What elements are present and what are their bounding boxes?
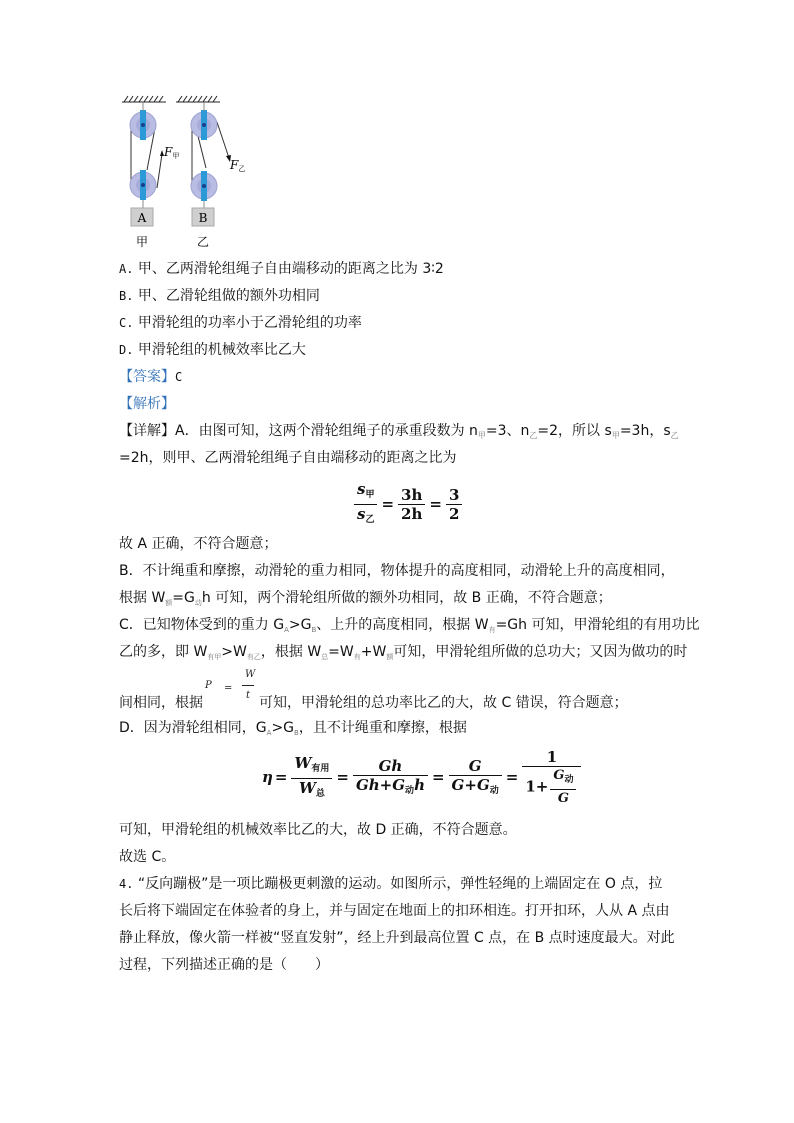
force-left-label: F甲 <box>164 145 180 160</box>
text: >G <box>271 720 295 736</box>
subscript: 甲 <box>611 431 620 440</box>
option-c <box>119 313 362 333</box>
block-a-label: A <box>137 211 147 225</box>
question4-line4 <box>119 955 329 975</box>
text: h 可知，两个滑轮组所做的额外功相同，故 B 正确，不符合题意； <box>201 590 612 606</box>
detail-c-line3 <box>119 693 628 713</box>
force-right-label: F乙 <box>230 158 246 173</box>
equals-sign: = <box>224 683 233 694</box>
subscript: 有 <box>488 626 496 634</box>
subscript: 动 <box>194 599 202 607</box>
text: 可知，甲滑轮组的总功率比乙的大，故 C 错误，符合题意； <box>259 695 628 711</box>
question-number: 4. <box>119 877 134 891</box>
fraction: $\frac{G}{G+G_动}$ <box>449 757 502 800</box>
text: B．不计绳重和摩擦，动滑轮的重力相同，物体提升的高度相同，动滑轮上升的高度相同， <box>119 563 675 579</box>
text: 故 A 正确，不符合题意； <box>119 536 278 552</box>
text: 乙的多，即 W <box>119 644 208 660</box>
equation-efficiency: η = $\frac{W_{有用}}{W_总}$ = $\frac{Gh}{Gh+G_动h}$ = $\frac{G}{G+G_动}$ = 1 1+ $\frac{G_动}{G}$ <box>262 748 583 808</box>
text: =3、n <box>485 423 530 439</box>
detail-a-conclusion <box>119 534 277 554</box>
answer-line <box>119 367 182 387</box>
fraction: $\frac{W_{有用}}{W_总}$ <box>291 754 332 803</box>
pulley-diagram <box>118 92 258 252</box>
text: =Gh 可知，甲滑轮组的有用功比 <box>495 617 700 633</box>
question4-line2 <box>119 901 669 921</box>
detail-label: 【详解】 <box>119 423 175 439</box>
subscript: 有乙 <box>246 653 261 661</box>
text: C．已知物体受到的重力 G <box>119 617 285 633</box>
text: D．因为滑轮组相同，G <box>119 720 267 736</box>
fraction: $\frac{Gh}{Gh+G_动h}$ <box>353 757 428 800</box>
answer-label: 【答案】 <box>119 369 175 385</box>
text: “反向蹦极”是一项比蹦极更刺激的运动。如图所示，弹性轻绳的上端固定在 O 点，拉 <box>137 876 663 892</box>
text: 长后将下端固定在体验者的身上，并与固定在地面上的扣环相连。打开扣环，人从 A 点由 <box>119 903 670 919</box>
text: 可知，甲滑轮组所做的总功大；又因为做功的时 <box>393 644 688 660</box>
option-b <box>119 286 320 306</box>
pulley-right-bottom <box>191 171 217 208</box>
ceiling-left <box>122 96 166 102</box>
detail-d-line1 <box>119 718 467 738</box>
text: =2h，则甲、乙两滑轮组绳子自由端移动的距离之比为 <box>119 450 457 466</box>
detail-d-conclusion <box>119 820 517 840</box>
subscript: B <box>294 729 299 737</box>
option-text: 甲滑轮组的功率小于乙滑轮组的功率 <box>137 315 362 331</box>
analysis-heading <box>119 394 175 414</box>
caption-left: 甲 <box>135 235 149 249</box>
option-text: 甲、乙两滑轮组绳子自由端移动的距离之比为 3∶2 <box>137 261 444 277</box>
power-symbol: P <box>205 680 212 691</box>
detail-a-line1 <box>119 421 679 441</box>
fraction: $\frac{3h}{2h}$ <box>398 486 425 523</box>
text: =3h，s <box>619 423 671 439</box>
fraction: $\frac{s_甲}{s_乙}$ <box>354 480 377 529</box>
text: A．由图可知，这两个滑轮组绳子的承重段数为 n <box>175 423 478 439</box>
work-symbol: W <box>245 669 256 680</box>
detail-b-line1 <box>119 561 675 581</box>
final-choice <box>119 847 175 867</box>
subscript: 有甲 <box>207 653 222 661</box>
answer-value: C <box>175 370 183 384</box>
option-d <box>119 340 306 360</box>
text: =G <box>172 590 195 606</box>
text: ，根据 W <box>260 644 322 660</box>
option-text: 甲、乙滑轮组做的额外功相同 <box>137 288 320 304</box>
text: ，且不计绳重和摩擦，根据 <box>298 720 467 736</box>
subscript: 乙 <box>529 431 538 440</box>
analysis-label: 【解析】 <box>119 396 175 412</box>
text: +W <box>360 644 387 660</box>
subscript: 甲 <box>477 431 486 440</box>
subscript: 有 <box>353 653 361 661</box>
text: 可知，甲滑轮组的机械效率比乙的大，故 D 正确，不符合题意。 <box>119 822 517 838</box>
text: 、上升的高度相同，根据 W <box>316 617 489 633</box>
caption-right: 乙 <box>196 235 210 249</box>
question4-line1 <box>119 874 662 894</box>
detail-b-line2 <box>119 588 612 608</box>
text: 静止释放，像火箭一样被“竖直发射”，经上升到最高位置 C 点，在 B 点时速度最大。对此 <box>119 930 675 946</box>
subscript: 乙 <box>670 431 679 440</box>
text: 根据 W <box>119 590 166 606</box>
ceiling-right <box>176 96 220 102</box>
subscript: 额 <box>165 599 173 607</box>
fraction-bar <box>242 685 254 686</box>
pulley-right-top <box>191 102 217 140</box>
time-symbol: t <box>246 690 251 701</box>
text: =W <box>328 644 354 660</box>
subscript: B <box>311 626 317 634</box>
option-letter: A. <box>119 262 134 276</box>
detail-c-line1 <box>119 615 699 635</box>
fraction: $\frac{3}{2}$ <box>446 486 462 523</box>
pulley-left-top <box>130 102 156 140</box>
subscript: A <box>266 729 272 737</box>
equation-distance-ratio: $\frac{s_甲}{s_乙}$ = $\frac{3h}{2h}$ = $\frac{3}{2}$ <box>352 480 464 529</box>
detail-c-line2 <box>119 642 687 662</box>
subscript: A <box>284 626 289 634</box>
text: =2，所以 s <box>537 423 612 439</box>
detail-a-line2 <box>119 448 457 468</box>
option-letter: D. <box>119 343 134 357</box>
subscript: 总 <box>321 653 329 661</box>
block-b-label: B <box>198 211 208 225</box>
text: 故选 C。 <box>119 849 176 865</box>
option-text: 甲滑轮组的机械效率比乙大 <box>137 342 306 358</box>
text: 间相同，根据 <box>119 695 203 711</box>
question4-line3 <box>119 928 675 948</box>
text: >W <box>221 644 247 660</box>
text: >G <box>288 617 312 633</box>
pulley-left-bottom <box>130 170 156 208</box>
fraction: 1 1+ $\frac{G_动}{G}$ <box>522 748 581 808</box>
option-letter: B. <box>119 289 134 303</box>
option-letter: C. <box>119 316 134 330</box>
option-a <box>119 259 444 279</box>
subscript: 额 <box>386 653 394 661</box>
text: 过程，下列描述正确的是（ ） <box>119 957 329 973</box>
